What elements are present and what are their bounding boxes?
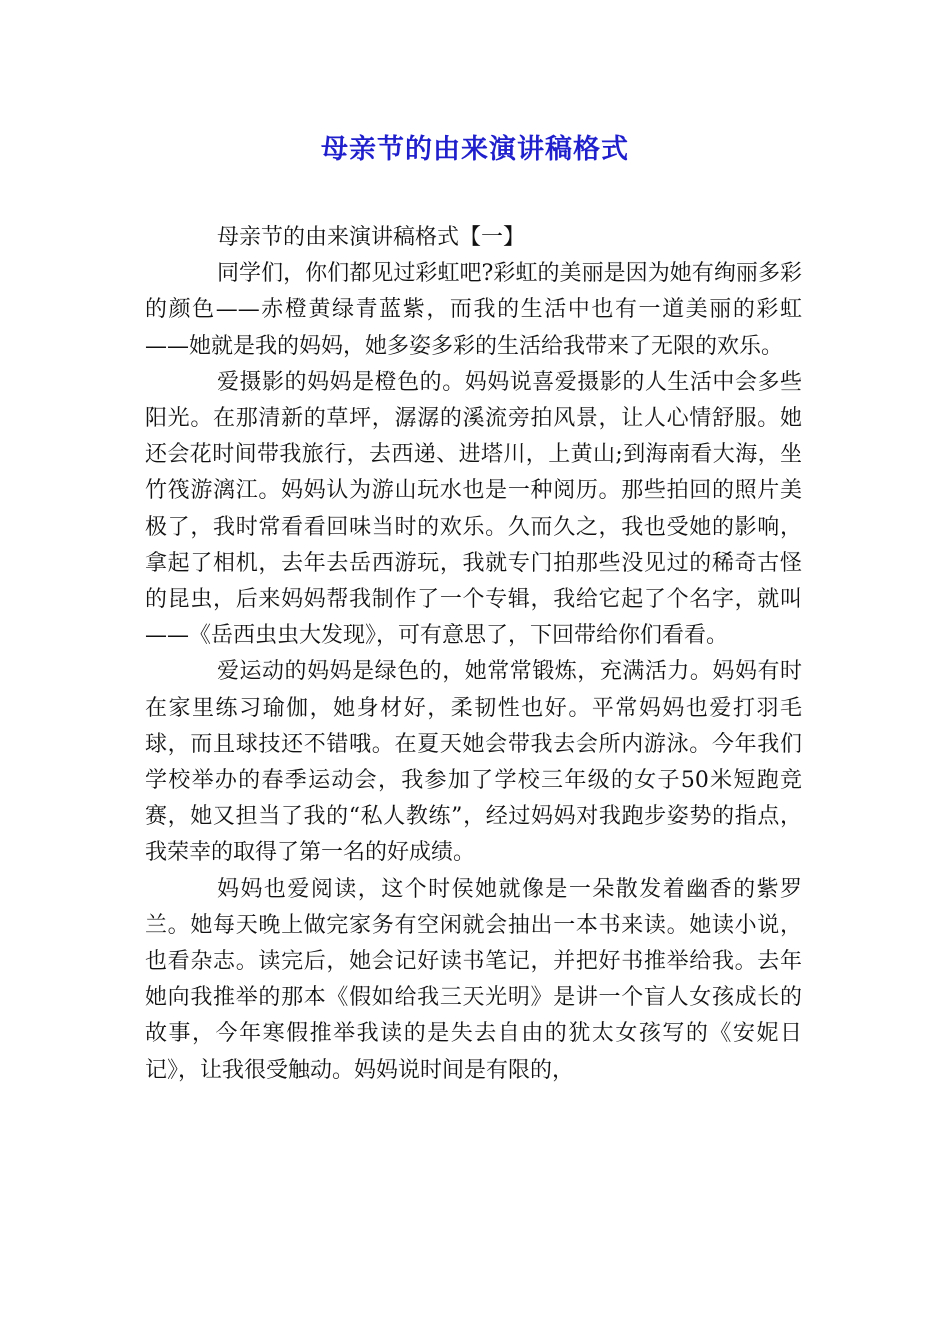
paragraph: 同学们，你们都见过彩虹吧?彩虹的美丽是因为她有绚丽多彩的颜色——赤橙黄绿青蓝紫，而我的生活中也有一道美丽的彩虹——她就是我的妈妈，她多姿多彩的生活给我带来了无限的欢乐。 xyxy=(145,261,802,359)
paragraph: 爱运动的妈妈是绿色的，她常常锻炼，充满活力。妈妈有时在家里练习瑜伽，她身材好，柔韧性也好。平常妈妈也爱打羽毛球，而且球技还不错哦。在夏天她会带我去会所内游泳。今年我们学校举办的春季运动会，我参加了学校三年级的女子50米短跑竞赛，她又担当了我的“私人教练”，经过妈妈对我跑步姿势的指点，我荣幸的取得了第一名的好成绩。 xyxy=(145,659,802,866)
paragraph-heading: 母亲节的由来演讲稿格式【一】 xyxy=(217,225,526,250)
document-title: 母亲节的由来演讲稿格式 xyxy=(321,134,629,165)
paragraph: 妈妈也爱阅读，这个时侯她就像是一朵散发着幽香的紫罗兰。她每天晚上做完家务有空闲就会抽出一本书来读。她读小说，也看杂志。读完后，她会记好读书笔记，并把好书推举给我。去年她向我推举的那本《假如给我三天光明》是讲一个盲人女孩成长的故事，今年寒假推举我读的是失去自由的犹太女孩写的《安妮日记》，让我很受触动。妈妈说时间是有限的， xyxy=(145,876,802,1083)
paragraph: 爱摄影的妈妈是橙色的。妈妈说喜爱摄影的人生活中会多些阳光。在那清新的草坪，潺潺的溪流旁拍风景，让人心情舒服。她还会花时间带我旅行，去西递、进塔川，上黄山;到海南看大海，坐竹筏游漓江。妈妈认为游山玩水也是一种阅历。那些拍回的照片美极了，我时常看看回味当时的欢乐。久而久之，我也受她的影响，拿起了相机，去年去岳西游玩，我就专门拍那些没见过的稀奇古怪的昆虫，后来妈妈帮我制作了一个专辑，我给它起了个名字，就叫——《岳西虫虫大发现》，可有意思了，下回带给你们看看。 xyxy=(145,369,802,649)
document-body xyxy=(145,220,802,1089)
